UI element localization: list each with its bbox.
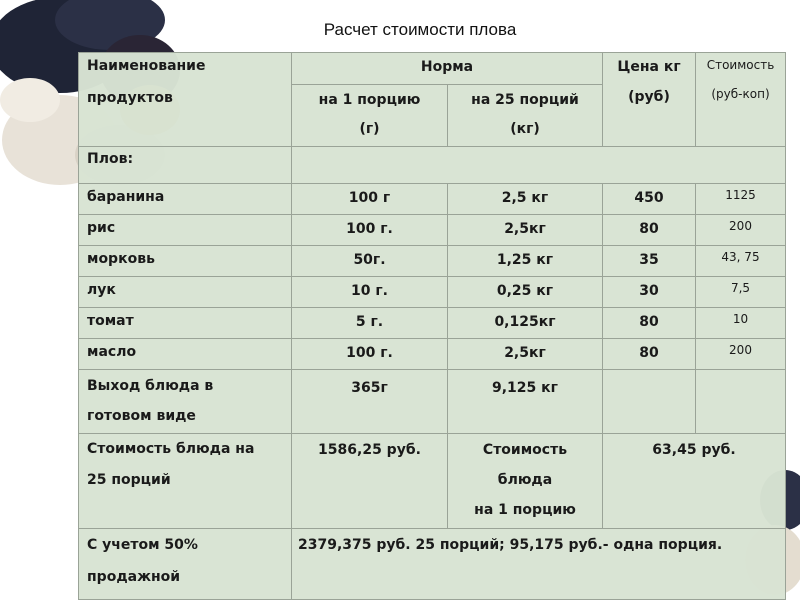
row-one: 50г. [353, 252, 386, 268]
yield-one: 365г [351, 380, 388, 396]
total1-label-cell [447, 433, 603, 529]
total1-label-line3: на 1 порцию [474, 502, 576, 518]
row-one: 100 г [348, 190, 391, 206]
row-cost: 43, 75 [721, 250, 760, 264]
total25-value-cell [291, 433, 448, 529]
header-cost-cell [695, 52, 786, 147]
total1-label-line2: блюда [497, 472, 553, 488]
row-name: томат [87, 313, 134, 329]
markup-value-cell [291, 528, 786, 600]
yield-cost-cell [695, 369, 786, 434]
total25-label-line2: 25 порций [87, 472, 171, 488]
row-cost-cell [695, 307, 786, 339]
row-price: 80 [639, 221, 659, 237]
group-empty-cell [291, 146, 786, 184]
header-price-line1: Цена кг [617, 59, 681, 75]
row-many-cell [447, 183, 603, 215]
total25-label-cell [78, 433, 292, 529]
markup-value: 2379,375 руб. 25 порций; 95,175 руб.- одна порция. [298, 537, 723, 553]
row-price: 80 [639, 314, 659, 330]
row-many-cell [447, 338, 603, 370]
header-per-25-line2: (кг) [510, 121, 540, 137]
row-price-cell [602, 183, 696, 215]
yield-one-cell [291, 369, 448, 434]
yield-many: 9,125 кг [492, 380, 558, 396]
row-price: 80 [639, 345, 659, 361]
row-cost-cell [695, 338, 786, 370]
row-many: 2,5кг [504, 345, 546, 361]
row-one: 10 г. [351, 283, 388, 299]
cost-table [78, 52, 786, 600]
row-many-cell [447, 214, 603, 246]
yield-label-line2: готовом виде [87, 408, 196, 424]
row-name-cell [78, 276, 292, 308]
row-cost: 200 [729, 219, 752, 233]
row-name: лук [87, 282, 116, 298]
row-name: баранина [87, 189, 165, 205]
row-many-cell [447, 276, 603, 308]
header-price-cell [602, 52, 696, 147]
row-many: 0,25 кг [496, 283, 554, 299]
markup-label-line2: продажной [87, 569, 181, 585]
yield-many-cell [447, 369, 603, 434]
row-cost: 7,5 [730, 281, 751, 295]
page-title: Расчет стоимости плова [290, 10, 550, 50]
header-per-25-line1: на 25 порций [471, 92, 579, 108]
header-per-one-cell [291, 84, 448, 147]
row-name-cell [78, 183, 292, 215]
row-price-cell [602, 245, 696, 277]
header-per-one-line2: (г) [359, 121, 380, 137]
row-cost: 1125 [725, 188, 756, 202]
row-one-cell [291, 214, 448, 246]
header-name-line1: Наименование [87, 58, 206, 74]
markup-label-cell [78, 528, 292, 600]
row-one-cell [291, 245, 448, 277]
group-label: Плов: [87, 151, 134, 167]
header-price-line2: (руб) [628, 89, 670, 105]
row-cost-cell [695, 276, 786, 308]
row-price-cell [602, 307, 696, 339]
row-cost: 200 [729, 343, 752, 357]
row-many: 2,5 кг [501, 190, 549, 206]
row-one: 100 г. [346, 221, 393, 237]
row-cost-cell [695, 214, 786, 246]
total1-value: 63,45 руб. [652, 442, 736, 458]
yield-label-line1: Выход блюда в [87, 378, 214, 394]
total25-label-line1: Стоимость блюда на [87, 441, 255, 457]
header-norm-cell [291, 52, 603, 85]
header-per-25-cell [447, 84, 603, 147]
row-one: 5 г. [355, 314, 384, 330]
row-cost-cell [695, 183, 786, 215]
header-norm: Норма [420, 59, 474, 75]
row-name: рис [87, 220, 116, 236]
row-cost: 10 [732, 312, 749, 326]
row-one-cell [291, 183, 448, 215]
row-price: 30 [639, 283, 659, 299]
row-name: морковь [87, 251, 155, 267]
row-one-cell [291, 276, 448, 308]
markup-label-line1: С учетом 50% [87, 537, 198, 553]
row-name-cell [78, 338, 292, 370]
header-name-cell [78, 52, 292, 147]
row-one-cell [291, 338, 448, 370]
row-one-cell [291, 307, 448, 339]
row-many: 1,25 кг [496, 252, 554, 268]
header-name-line2: продуктов [87, 90, 173, 106]
yield-price-cell [602, 369, 696, 434]
row-many-cell [447, 307, 603, 339]
row-many: 0,125кг [494, 314, 556, 330]
row-price: 35 [639, 252, 659, 268]
row-name-cell [78, 307, 292, 339]
row-name-cell [78, 214, 292, 246]
row-cost-cell [695, 245, 786, 277]
row-price-cell [602, 214, 696, 246]
row-many: 2,5кг [504, 221, 546, 237]
row-name-cell [78, 245, 292, 277]
group-label-cell [78, 146, 292, 184]
yield-label-cell [78, 369, 292, 434]
header-cost-line1: Стоимость [706, 58, 775, 72]
header-per-one-line1: на 1 порцию [318, 92, 421, 108]
total1-value-cell [602, 433, 786, 529]
row-many-cell [447, 245, 603, 277]
header-cost-line2: (руб-коп) [711, 87, 770, 101]
row-one: 100 г. [346, 345, 393, 361]
row-price-cell [602, 338, 696, 370]
total25-value: 1586,25 руб. [318, 442, 421, 458]
row-name: масло [87, 344, 137, 360]
row-price-cell [602, 276, 696, 308]
total1-label-line1: Стоимость [482, 442, 568, 458]
row-price: 450 [634, 190, 664, 206]
